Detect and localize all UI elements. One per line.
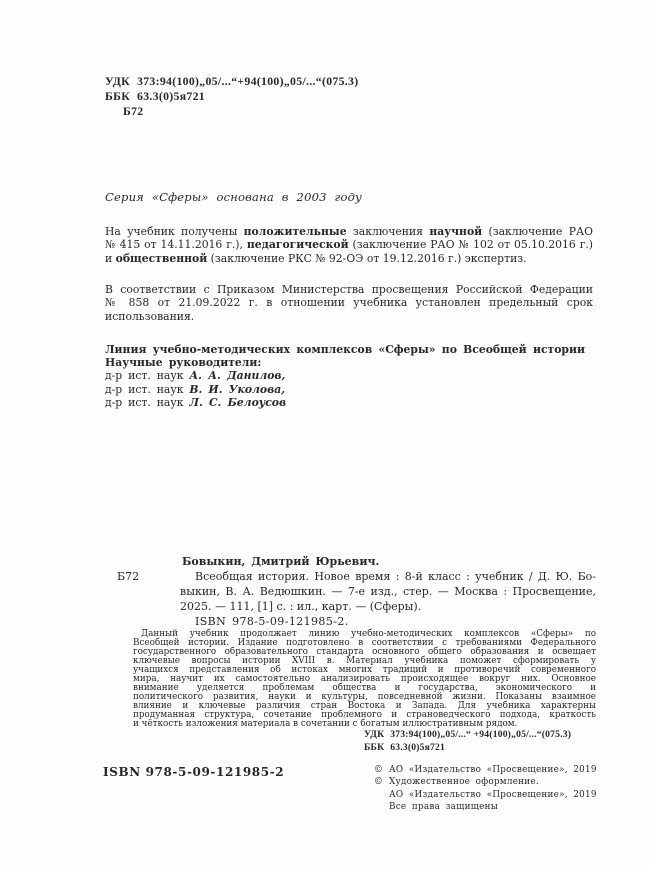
ministry-order-paragraph xyxy=(105,283,593,323)
catalog-card-text xyxy=(180,555,596,630)
bbk-value: 63.3(0)5я721 xyxy=(390,742,446,753)
umk-title: Линия учебно-методических комплексов «Сферы» по Всеобщей истории xyxy=(105,343,585,356)
bbk-line-bottom xyxy=(364,741,571,754)
classification-codes-top xyxy=(105,74,358,119)
bbk-value: 63.3(0)5я721 xyxy=(137,89,205,103)
copyright-icon: © xyxy=(374,765,384,775)
text-line: политического развития, науки и культуры, повседневной жизни. Показаны взаимное xyxy=(133,692,596,702)
text-line: и чёткость изложения материала в сочетании с богатым иллюстративным рядом. xyxy=(133,719,518,729)
udk-label: УДК xyxy=(364,729,385,740)
umk-leader: д-р ист. наук В. И. Уколова, xyxy=(105,382,285,396)
copyright-text: Все права защищены xyxy=(389,802,498,813)
text-line: В соответствии с Приказом Министерства просвещения Российской Федерации xyxy=(105,283,593,296)
classification-codes-bottom xyxy=(364,728,571,754)
author-sign-top: Б72 xyxy=(123,104,144,118)
copyright-line xyxy=(374,801,597,813)
udk-line-bottom xyxy=(364,728,571,741)
text-line: № 415 от 14.11.2016 г.), педагогической (заключение РАО № 102 от 05.10.2016 г.) xyxy=(105,238,593,252)
udk-label: УДК xyxy=(105,74,131,88)
text-line: продуманная структура, сочетание проблемного и страноведческого подхода, краткость xyxy=(133,710,596,720)
bbk-label: ББК xyxy=(364,742,385,753)
catalog-author-heading: Бовыкин, Дмитрий Юрьевич. xyxy=(182,555,380,568)
text-line: государственного образовательного стандарта основного общего образования и освещает xyxy=(133,647,596,657)
text-line: Данный учебник продолжает линию учебно-методических комплексов «Сферы» по xyxy=(141,629,596,639)
text-line: использования. xyxy=(105,309,195,323)
catalog-author-sign: Б72 xyxy=(117,570,140,583)
isbn-number: ISBN 978-5-09-121985-2 xyxy=(103,765,285,779)
text-line: мира, научит их самостоятельно анализировать происходящее вокруг них. Основное xyxy=(133,674,596,684)
text-line: ключевые вопросы истории XVIII в. Материал учебника поможет сформировать у xyxy=(133,656,596,666)
text-line: влияние и ключевые различия стран Востока и Запада. Для учебника характерны xyxy=(133,701,596,711)
bbk-line xyxy=(105,89,358,104)
copyright-text: АО «Издательство «Просвещение», 2019 xyxy=(389,789,597,800)
text-line: № 858 от 21.09.2022 г. в отношении учебника установлен предельный срок xyxy=(105,296,593,310)
copyright-line xyxy=(374,789,597,801)
copyright-text: Художественное оформление. xyxy=(389,777,539,788)
series-note: Серия «Сферы» основана в 2003 году xyxy=(105,190,362,204)
text-line: 2025. — 111, [1] с. : ил., карт. — (Сферы). xyxy=(180,599,422,613)
copyright-line xyxy=(374,776,597,788)
copyright-line xyxy=(374,764,597,776)
copyright-text: АО «Издательство «Просвещение», 2019 xyxy=(389,765,597,775)
udk-value: 373:94(100)„05/...“+94(100)„05/...“(075.3) xyxy=(137,74,359,88)
udk-line xyxy=(105,74,358,89)
umk-subtitle: Научные руководители: xyxy=(105,356,262,370)
copyright-icon: © xyxy=(374,777,384,788)
udk-value: 373:94(100)„05/...“ +94(100)„05/...“(075.3) xyxy=(390,729,572,740)
text-line: выкин, В. А. Ведюшкин. — 7-е изд., стер. — Москва : Просвещение, xyxy=(180,584,596,598)
copyright-block xyxy=(374,764,597,814)
text-line: На учебник получены положительные заключения научной (заключение РАО xyxy=(105,225,593,238)
catalog-entry xyxy=(180,570,596,615)
catalog-card xyxy=(117,555,596,630)
text-line: учащихся представления об истоках многих традиций и противоречий современного xyxy=(133,665,596,675)
annotation-paragraph xyxy=(133,630,596,729)
text-line: внимание уделяется проблемам общества и государства, экономического и xyxy=(133,683,596,693)
expertise-paragraph xyxy=(105,225,593,265)
catalog-isbn-line: ISBN 978-5-09-121985-2. xyxy=(195,614,349,628)
umk-leader: д-р ист. наук Л. С. Белоусов xyxy=(105,395,287,409)
text-line: Всеобщая история. Новое время : 8-й класс : учебник / Д. Ю. Бо- xyxy=(195,569,596,583)
umk-leader: д-р ист. наук А. А. Данилов, xyxy=(105,369,286,383)
text-line: и общественной (заключение РКС № 92-ОЭ от 19.12.2016 г.) экспертиз. xyxy=(105,251,527,265)
umk-series-block xyxy=(105,343,593,409)
text-line: Всеобщей истории. Издание подготовлено в соответствии с требованиями Федерального xyxy=(133,638,596,648)
bbk-label: ББК xyxy=(105,89,131,103)
